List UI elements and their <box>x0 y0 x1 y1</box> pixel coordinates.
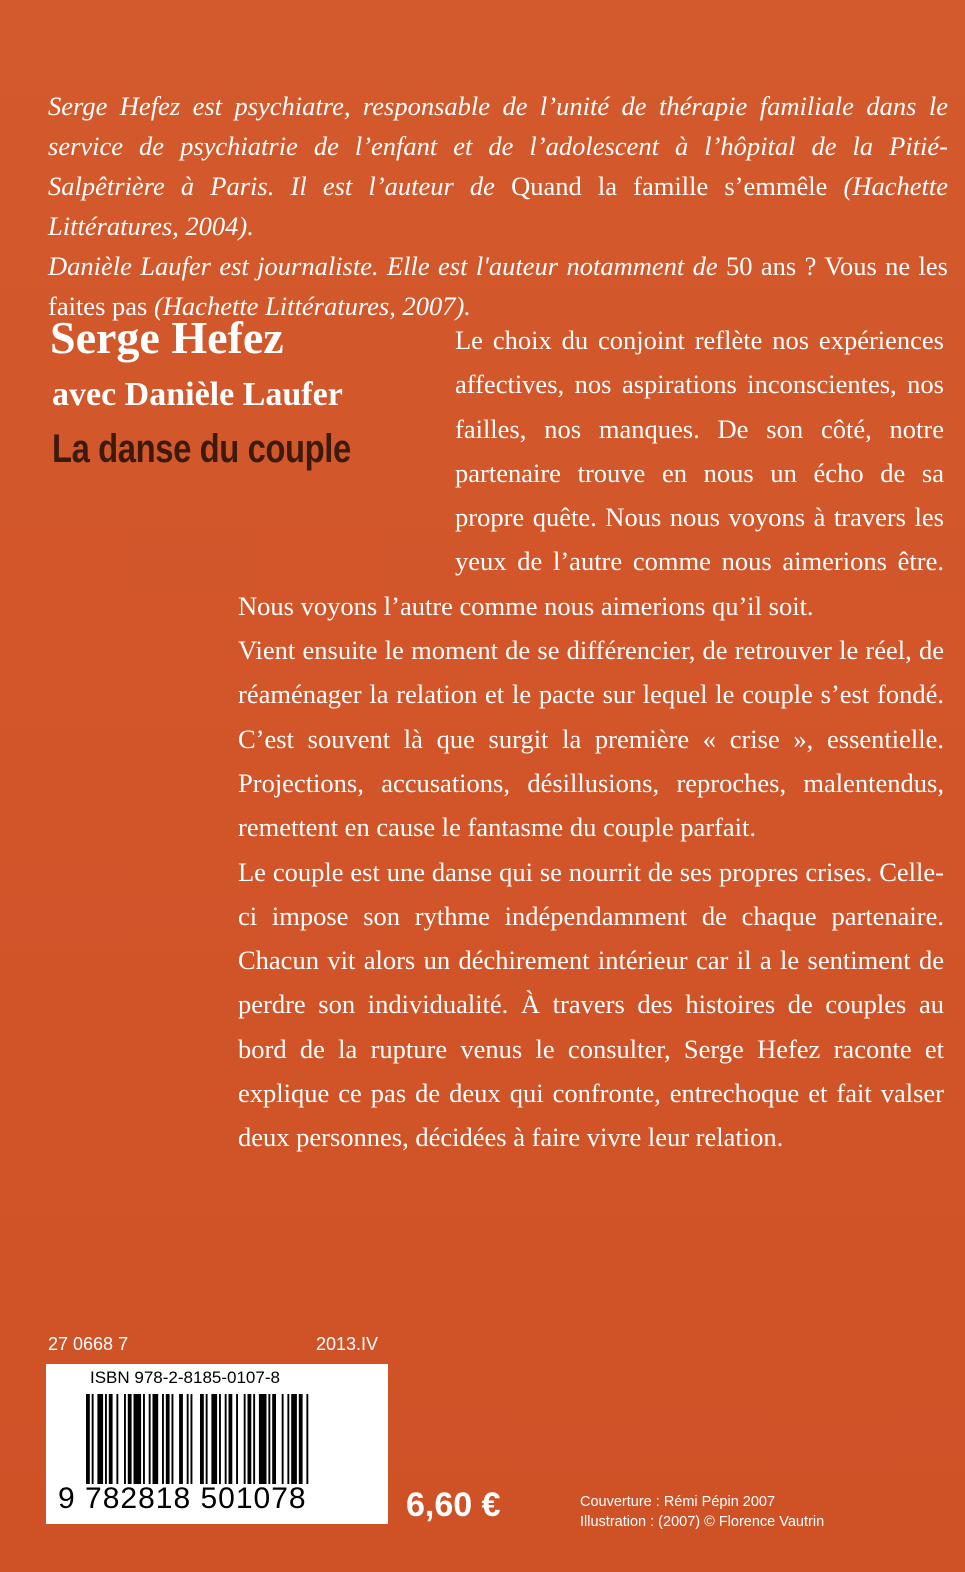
barcode-bar <box>287 1394 289 1484</box>
barcode-bar <box>206 1394 208 1484</box>
barcode-bar <box>162 1394 164 1484</box>
barcode-bar <box>225 1394 227 1484</box>
barcode-bar <box>200 1394 204 1484</box>
isbn-label: ISBN 978-2-8185-0107-8 <box>90 1368 280 1387</box>
barcode-bar <box>86 1394 90 1484</box>
barcode-bar <box>166 1394 170 1484</box>
barcode-bar <box>134 1394 142 1484</box>
barcode-bar <box>191 1394 193 1484</box>
summary-paragraph: Vient ensuite le moment de se différencier, de retrouver le réel, de réaménager la relation et le pacte sur lequel le couple s’est fondé. C’est souvent là que surgit la première « crise », essentielle. Projections, accusations, désillusions, reproches, malentendus, remettent en cause le fantasme du couple parfait. <box>238 635 944 843</box>
barcode-bar <box>253 1394 255 1484</box>
barcode-icon <box>86 1394 376 1484</box>
product-code: 27 0668 7 <box>48 1334 129 1354</box>
barcode-bar <box>187 1394 189 1484</box>
barcode-bar <box>124 1394 126 1484</box>
bio-text: Danièle Laufer est journaliste. Elle est l'auteur notamment de <box>48 251 726 281</box>
bio-text: (Hachette Littératures, 2007). <box>147 291 471 321</box>
barcode-bar <box>109 1394 113 1484</box>
barcode-bar <box>306 1394 308 1484</box>
author-bio <box>48 86 948 326</box>
author-name: Serge Hefez <box>50 312 284 363</box>
barcode-bar <box>244 1394 246 1484</box>
barcode-bar <box>236 1394 238 1484</box>
book-title: La danse du couple <box>52 427 351 471</box>
barcode-bar <box>299 1394 303 1484</box>
barcode-digits: 9 782818 501078 <box>58 1482 307 1515</box>
coauthor-name: avec Danièle Laufer <box>52 376 343 413</box>
barcode-bar <box>128 1394 132 1484</box>
barcode-bar <box>179 1394 183 1484</box>
summary-paragraph: Le couple est une danse qui se nourrit de ses propres crises. Celle-ci impose son rythme indépendamment de chaque partenaire. Chacun vit alors un déchirement intérieur car il a le sentiment de perdre son individualité. À travers des histoires de couples au bord de la rupture venus le consulter, Serge Hefez raconte et explique ce pas de deux qui confronte, entrechoque et fait valser deux personnes, décidées à faire vivre leur relation. <box>238 856 944 1153</box>
book-summary <box>238 318 944 1160</box>
barcode-bar <box>97 1394 103 1484</box>
barcode-bar <box>272 1394 276 1484</box>
bio-text: Serge Hefez est psychiatre, responsable de l’unité de thérapie familiale dans le service de psychiatrie de l’enfant et de l’adolescent à l’hôpital de la Pitié-Salpêtrière à Paris. Il est l’auteur de <box>48 91 948 201</box>
edition-code: 2013.IV <box>316 1334 379 1354</box>
book-title-50-ans: 50 ans ? Vous ne les faites pas <box>48 251 948 321</box>
barcode-bar <box>248 1394 252 1484</box>
barcode-bar <box>116 1394 118 1484</box>
barcode-bar <box>282 1394 284 1484</box>
barcode-bar <box>229 1394 233 1484</box>
barcode-bar <box>211 1394 217 1484</box>
barcode-bar <box>105 1394 107 1484</box>
credit-cover: Couverture : Rémi Pépin 2007 <box>580 1494 776 1510</box>
book-title-quand-la-famille: Quand la famille s’emmêle <box>511 171 828 201</box>
barcode-bar <box>92 1394 94 1484</box>
cover-credits <box>580 1492 824 1532</box>
barcode-bar <box>143 1394 145 1484</box>
barcode-bar <box>268 1394 270 1484</box>
barcode-bar <box>219 1394 221 1484</box>
barcode-panel <box>46 1364 388 1524</box>
barcode-bar <box>172 1394 174 1484</box>
bio-text: (Hachette Littératures, 2004). <box>48 171 948 241</box>
barcode-bar <box>291 1394 297 1484</box>
barcode-bar <box>149 1394 151 1484</box>
credit-illustration: Illustration : (2007) © Florence Vautrin <box>580 1514 825 1530</box>
summary-paragraph: Le choix du conjoint reflète nos expériences affectives, nos aspirations inconscientes, nos failles, nos manques. De son côté, notre partenaire trouve en nous un écho de sa propre quête. Nous nous voyons à travers les yeux de l’autre comme nous aimerions être. Nous voyons l’autre comme nous aimerions qu’il soit. <box>238 325 944 621</box>
barcode-bar <box>153 1394 159 1484</box>
barcode-bar <box>259 1394 267 1484</box>
price: 6,60 € <box>406 1486 501 1524</box>
